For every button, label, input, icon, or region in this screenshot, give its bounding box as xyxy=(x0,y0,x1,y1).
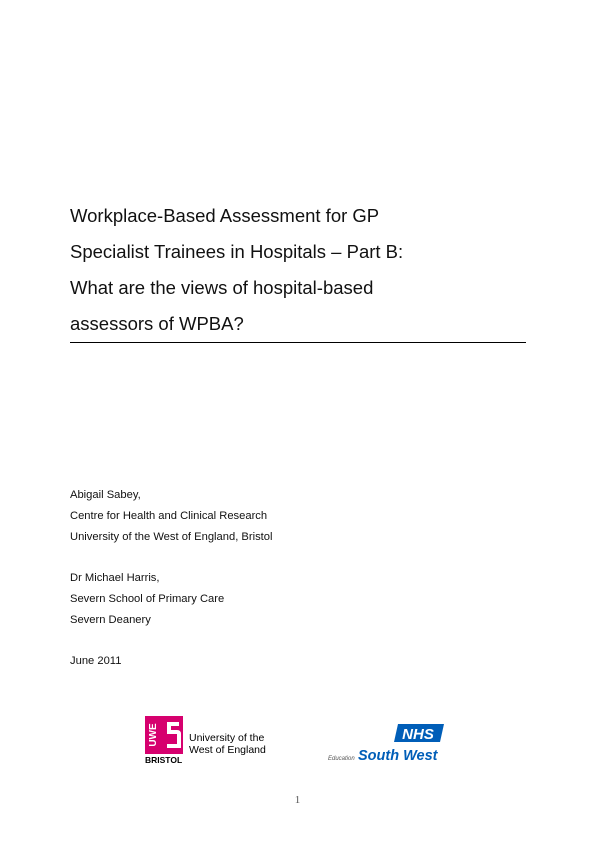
author-affiliation: Centre for Health and Clinical Research xyxy=(70,510,268,522)
title-divider xyxy=(70,342,526,343)
document-title xyxy=(70,198,540,342)
author-institution: University of the West of England, Bristol xyxy=(70,531,273,543)
author-affiliation: Severn School of Primary Care xyxy=(70,593,225,605)
nhs-south-west-logo xyxy=(326,724,446,764)
publication-date: June 2011 xyxy=(70,655,122,667)
title-line-2: Specialist Trainees in Hospitals – Part B: xyxy=(70,241,404,262)
title-line-1: Workplace-Based Assessment for GP xyxy=(70,205,380,226)
uwe-name-line-2: West of England xyxy=(189,744,266,756)
author-institution: Severn Deanery xyxy=(70,614,151,626)
author-block-1 xyxy=(70,485,273,548)
nhs-mark-text: NHS xyxy=(402,726,434,743)
uwe-bristol-logo xyxy=(145,716,275,764)
author-name: Dr Michael Harris, xyxy=(70,572,160,584)
title-line-3: What are the views of hospital-based xyxy=(70,277,374,298)
nhs-prefix-text: Education xyxy=(328,756,355,762)
title-line-4: assessors of WPBA? xyxy=(70,313,244,334)
author-name: Abigail Sabey, xyxy=(70,489,141,501)
uwe-name-line-1: University of the xyxy=(189,732,265,744)
uwe-sub-text: BRISTOL xyxy=(145,755,183,764)
author-block-2 xyxy=(70,568,224,631)
page-number: 1 xyxy=(294,794,301,806)
uwe-mark-text: UWE xyxy=(148,723,159,747)
nhs-region-text: South West xyxy=(358,748,438,764)
